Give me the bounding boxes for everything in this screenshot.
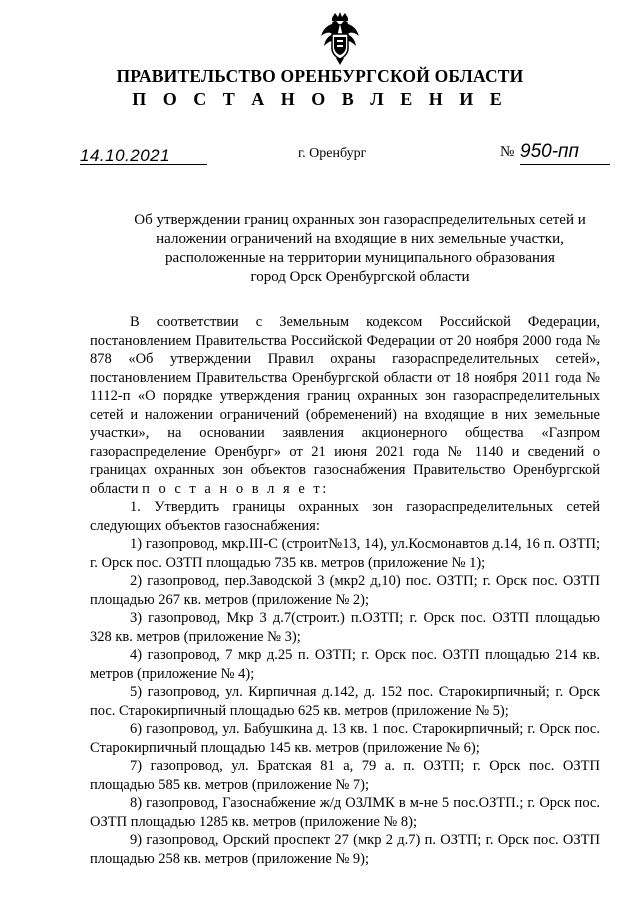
preamble-paragraph: [90, 313, 600, 498]
date-underline: [80, 164, 207, 165]
item-1-paragraph: 1. Утвердить границы охранных зон газораспределительных сетей следующих объектов газоснабжения:: [90, 499, 600, 534]
document-body: [90, 313, 600, 868]
coat-of-arms-icon: [318, 10, 362, 66]
subitem-paragraph: 3) газопровод, Мкр 3 д.7(строит.) п.ОЗТП; г. Орск пос. ОЗТП площадью 328 кв. метров (приложение № 3);: [90, 610, 600, 645]
subitem-paragraph: 5) газопровод, ул. Кирпичная д.142, д. 152 пос. Старокирпичный; г. Орск пос. Старокирпичный площадью 625 кв. метров (приложение № 5);: [90, 684, 600, 719]
subitem-paragraph: 8) газопровод, Газоснабжение ж/д ОЗЛМК в м-не 5 пос.ОЗТП.; г. Орск пос. ОЗТП площадью 1285 кв. метров (приложение № 8);: [90, 795, 600, 830]
document-city: г. Оренбург: [298, 146, 367, 161]
organization-title: ПРАВИТЕЛЬСТВО ОРЕНБУРГСКОЙ ОБЛАСТИ: [116, 66, 524, 86]
document-subject: [120, 211, 600, 287]
preamble-text: В соответствии с Земельным кодексом Российской Федерации, постановлением Правительства Российской Федерации от 20 ноября 2000 года № 878 «Об утверждении Правил охраны газораспределительных сетей», постановлением Правительства Оренбургской области от 18 ноября 2011 года № 1112-п «О порядке утверждения границ охранных зон газораспределительных сетей и наложении ограничений (обременений) на входящие в них земельные участки», на основании заявления акционерного общества «Газпром газораспределение Оренбург» от 21 июня 2021 года № 1140 и сведений о границах охранных зон объектов газоснабжения Правительство Оренбургской области: [90, 314, 600, 497]
document-date: 14.10.2021: [80, 146, 171, 165]
document-type-title: П О С Т А Н О В Л Е Н И Е: [132, 89, 508, 109]
number-sign: №: [500, 144, 515, 160]
subitem-paragraph: 2) газопровод, пер.Заводской 3 (мкр2 д,10) пос. ОЗТП; г. Орск пос. ОЗТП площадью 267 кв. метров (приложение № 2);: [90, 573, 600, 608]
subject-line: наложении ограничений на входящие в них земельные участки,: [156, 231, 564, 247]
number-underline: [520, 164, 610, 165]
subject-line: Об утверждении границ охранных зон газораспределительных сетей и: [134, 212, 586, 228]
subitem-paragraph: 6) газопровод, ул. Бабушкина д. 13 кв. 1 пос. Старокирпичный; г. Орск пос. Старокирпичный площадью 145 кв. метров (приложение № 6);: [90, 721, 600, 756]
subject-line: город Орск Оренбургской области: [250, 269, 470, 285]
subitem-paragraph: 1) газопровод, мкр.III-С (строит№13, 14), ул.Космонавтов д.14, 16 п. ОЗТП; г. Орск пос. ОЗТП площадью 735 кв. метров (приложение № 1);: [90, 536, 600, 571]
subitem-paragraph: 4) газопровод, 7 мкр д.25 п. ОЗТП; г. Орск пос. ОЗТП площадью 214 кв. метров (приложение № 4);: [90, 647, 600, 682]
subitem-paragraph: 7) газопровод, ул. Братская 81 а, 79 а. п. ОЗТП; г. Орск пос. ОЗТП площадью 585 кв. метров (приложение № 7);: [90, 758, 600, 793]
subject-line: расположенные на территории муниципального образования: [165, 250, 555, 266]
document-number: 950-пп: [520, 141, 579, 162]
subitem-paragraph: 9) газопровод, Орский проспект 27 (мкр 2 д.7) п. ОЗТП; г. Орск пос. ОЗТП площадью 258 кв. метров (приложение № 9);: [90, 832, 600, 867]
resolves-text: п о с т а н о в л я е т:: [142, 480, 329, 497]
